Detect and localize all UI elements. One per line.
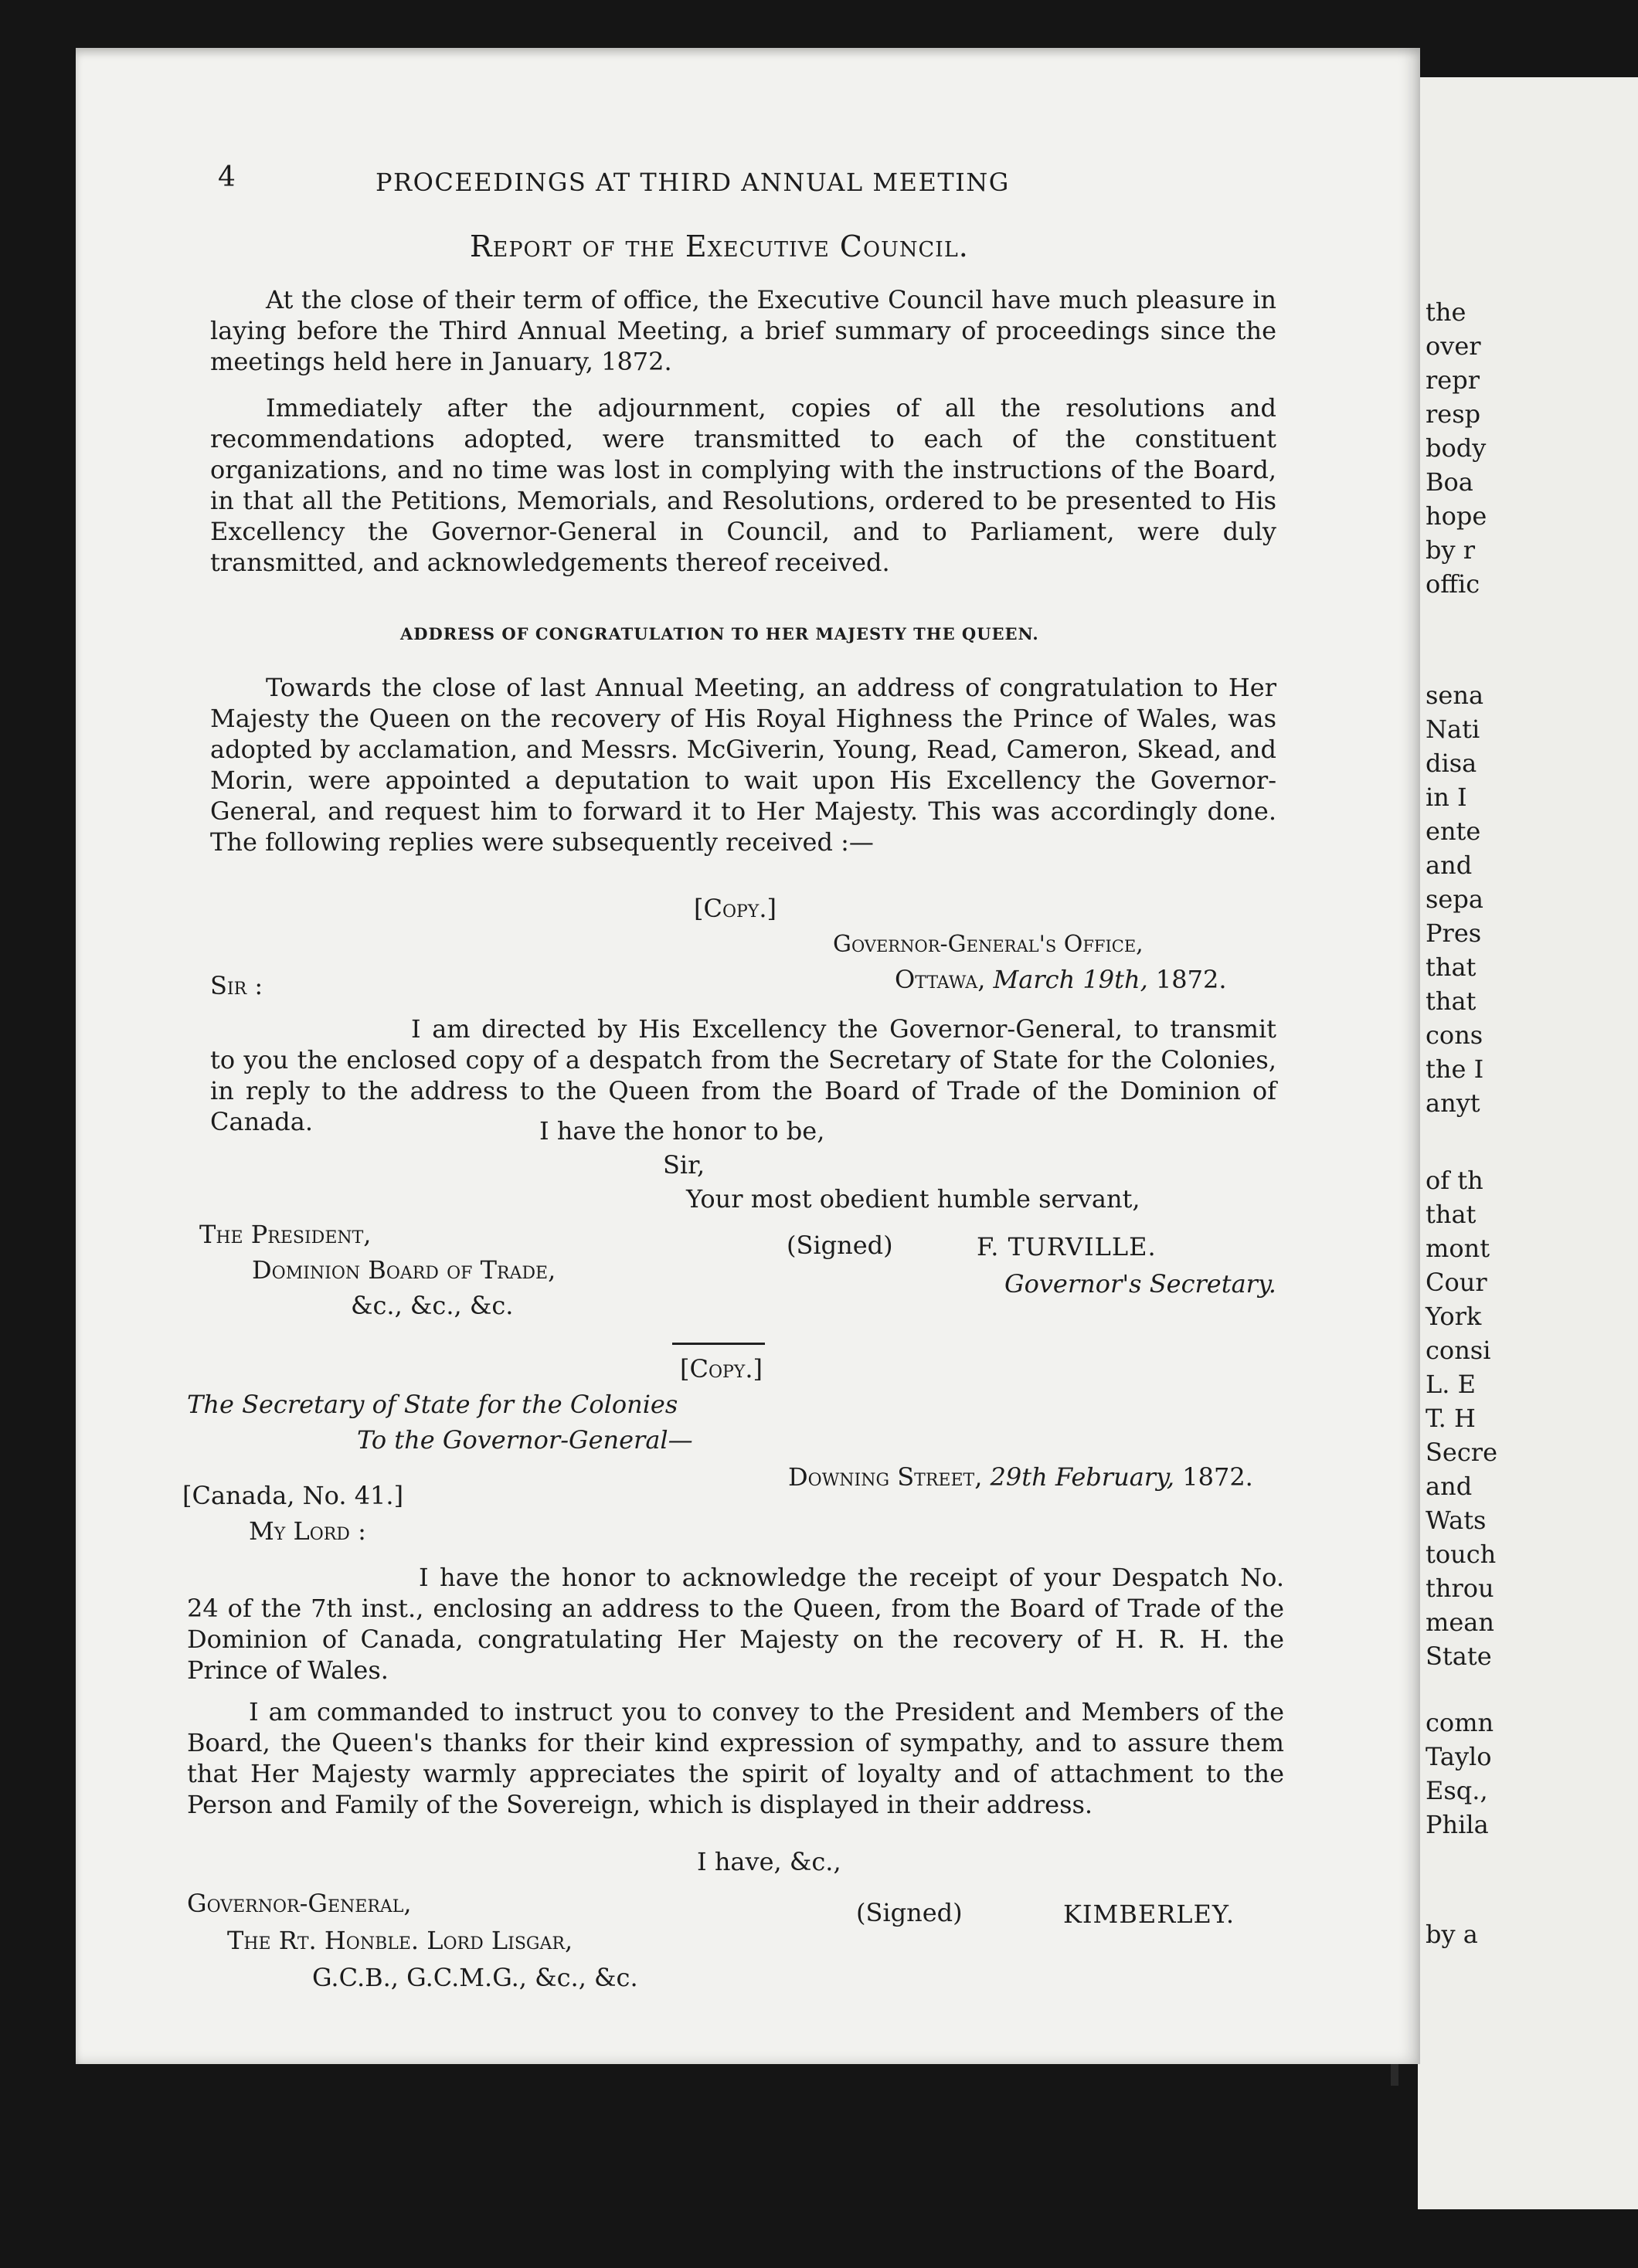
facing-page-fragment: Cour [1426,1268,1487,1297]
facing-page-fragment: touch [1426,1540,1497,1569]
facing-page-fragment: sepa [1426,884,1483,914]
letter2-reference: [Canada, No. 41.] [182,1481,404,1510]
letter1-closing-2: Sir, [663,1150,705,1180]
facing-page-fragment: and [1426,850,1473,880]
facing-page-fragment: throu [1426,1574,1494,1603]
facing-page-fragment: resp [1426,399,1481,429]
facing-page-fragment: disa [1426,749,1477,778]
subheading: ADDRESS OF CONGRATULATION TO HER MAJESTY THE QUEEN. [400,624,1039,643]
facing-page-fragment: Secre [1426,1438,1498,1467]
facing-page-fragment: over [1426,331,1481,361]
facing-page-fragment: L. E [1426,1370,1476,1399]
letter1-closing-3: Your most obedient humble servant, [686,1184,1140,1214]
facing-page-fragment: that [1426,952,1477,982]
facing-page-fragment: in I [1426,783,1467,812]
section-title: Report of the Executive Council. [470,229,969,263]
address-paragraph: Towards the close of last Annual Meeting, an address of congratulation to Her Majesty the Queen on the recovery of His Royal Highness the Prince of Wales, was adopted by acclamation, and Messrs. McGiverin, Young, Read, Cameron, Skead, and Morin, were appointed a deputation to wait upon His Excellency the Governor-General, and request him to forward it to Her Majesty. This was accordingly done. The following replies were subsequently received :— [210,673,1276,857]
facing-page-fragment: and [1426,1472,1473,1501]
facing-page-fragment: sena [1426,681,1484,710]
facing-page-fragment: mont [1426,1234,1490,1263]
letter1-addressee-3: &c., &c., &c. [351,1291,514,1320]
facing-page-fragment: York [1426,1302,1482,1331]
letter2-addressee-2: The Rt. Honble. Lord Lisgar, [227,1926,573,1955]
letter2-addressee-1: Governor-General, [187,1889,412,1918]
facing-page-fragment: the I [1426,1054,1484,1084]
letter2-dateline: Downing Street, 29th February, 1872. [788,1462,1253,1492]
letter1-signer: F. TURVILLE. [977,1232,1157,1261]
facing-page-fragment: of th [1426,1166,1483,1195]
letter-separator [672,1343,765,1345]
facing-page-fragment: comn [1426,1708,1494,1737]
document-page [76,48,1420,2064]
letter1-addressee-1: The President, [199,1220,372,1249]
facing-page-fragment: hope [1426,501,1487,531]
facing-page-fragment: State [1426,1642,1492,1671]
facing-page-fragment: Pres [1426,918,1482,948]
intro-paragraph-1: At the close of their term of office, the Executive Council have much pleasure in laying before the Third Annual Meeting, a brief summary of proceedings since the meetings held here in January, 1872. [210,285,1276,376]
letter1-dateline: Ottawa, March 19th, 1872. [895,965,1227,994]
facing-page-fragment: by a [1426,1920,1478,1949]
facing-page-fragment: cons [1426,1020,1483,1050]
facing-page-fragment: anyt [1426,1088,1480,1118]
facing-page-fragment: offic [1426,569,1480,599]
facing-page-fragment: ente [1426,817,1481,846]
letter2-copy-label: [Copy.] [680,1354,763,1384]
letter2-salutation: My Lord : [249,1516,366,1546]
letter1-closing-1: I have the honor to be, [539,1116,825,1146]
letter2-from-2: To the Governor-General— [357,1425,693,1455]
facing-page-fragment: body [1426,433,1487,463]
facing-page-fragment: Boa [1426,467,1473,497]
letter1-signer-title: Governor's Secretary. [1004,1269,1276,1299]
facing-page-fragment: that [1426,986,1477,1016]
facing-page-fragment: that [1426,1200,1477,1229]
facing-page-fragment: T. H [1426,1404,1476,1433]
facing-page-fragment: Taylo [1426,1742,1492,1771]
letter1-copy-label: [Copy.] [694,894,777,923]
letter2-signer: KIMBERLEY. [1063,1900,1235,1929]
running-head: PROCEEDINGS AT THIRD ANNUAL MEETING [376,168,1010,197]
letter1-salutation: Sir : [210,971,263,1000]
facing-page-fragment: Esq., [1426,1776,1488,1805]
facing-page-fragment: the [1426,297,1466,327]
facing-page-fragment: consi [1426,1336,1491,1365]
facing-page-fragment: by r [1426,535,1476,565]
facing-page-fragment: Nati [1426,715,1480,744]
letter1-office: Governor-General's Office, [833,931,1144,958]
facing-page-fragment: Wats [1426,1506,1487,1535]
letter2-closing: I have, &c., [697,1847,841,1876]
letter2-from-1: The Secretary of State for the Colonies [187,1390,678,1419]
letter2-signed: (Signed) [856,1898,963,1927]
facing-page-fragment: Phila [1426,1810,1489,1839]
letter2-paragraph-2: I am commanded to instruct you to convey to the President and Members of the Board, the Queen's thanks for their kind expression of sympathy, and to assure them that Her Majesty warmly appreciates the spirit of loyalty and of attachment to the Person and Family of the Sovereign, which is displayed in their address. [187,1697,1284,1819]
page-number: 4 [218,161,236,193]
facing-page [1418,77,1638,2209]
facing-page-fragment: mean [1426,1608,1494,1637]
intro-paragraph-2: Immediately after the adjournment, copies of all the resolutions and recommendations adopted, were transmitted to each of the constituent organizations, and no time was lost in complying with the instructions of the Board, in that all the Petitions, Memorials, and Resolutions, ordered to be presented to His Excellency the Governor-General in Council, and to Parliament, were duly transmitted, and acknowledgements thereof received. [210,393,1276,577]
letter2-paragraph-1: I have the honor to acknowledge the receipt of your Despatch No. 24 of the 7th inst., enclosing an address to the Queen, from the Board of Trade of the Dominion of Canada, congratulating Her Majesty on the recovery of H. R. H. the Prince of Wales. [187,1563,1284,1685]
letter1-signed: (Signed) [787,1231,893,1260]
letter1-body: I am directed by His Excellency the Governor-General, to transmit to you the enclosed copy of a despatch from the Secretary of State for the Colonies, in reply to the address to the Queen from the Board of Trade of the Dominion of Canada. [210,1014,1276,1136]
letter1-addressee-2: Dominion Board of Trade, [252,1255,556,1285]
facing-page-fragment: repr [1426,365,1480,395]
letter2-addressee-3: G.C.B., G.C.M.G., &c., &c. [312,1963,638,1992]
